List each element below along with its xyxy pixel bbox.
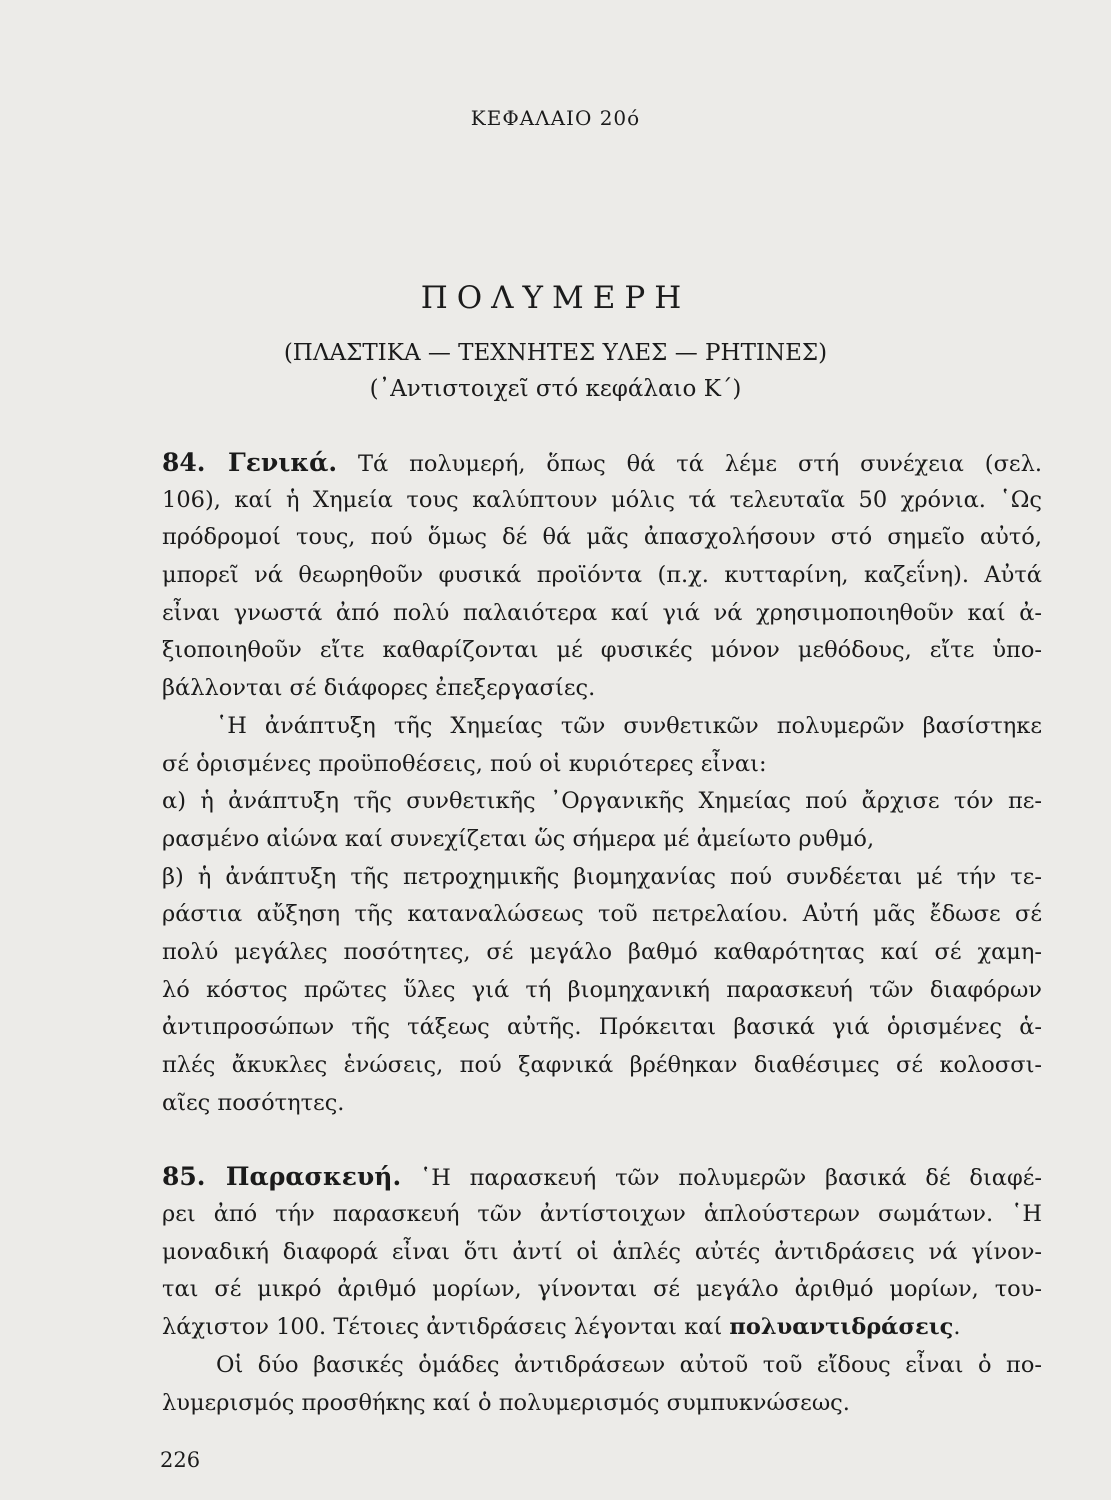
text-line: ρει ἀπό τήν παρασκευή τῶν ἀντίστοιχων ἁπλούστερων σωμάτων. ῾Η: [162, 1201, 1042, 1228]
list-item-b: β) ἡ ἀνάπτυξη τῆς πετροχημικῆς βιομηχανίας πού συνδέεται μέ τήν τε-: [162, 863, 1042, 890]
chapter-correspondence-note: (᾿Αντιστοιχεῖ στό κεφάλαιο Κ΄): [369, 376, 742, 402]
text-line: [162, 1309, 1042, 1347]
text-line: ται σέ μικρό ἀριθμό μορίων, γίνονται σέ μεγάλο ἀριθμό μορίων, του-: [162, 1276, 1042, 1303]
body-text: [162, 444, 1042, 1422]
text-line: αῖες ποσότητες.: [162, 1089, 345, 1116]
bold-term: πολυαντιδράσεις: [729, 1314, 954, 1341]
chapter-subtitle: (ΠΛΑΣΤΙΚΑ — ΤΕΧΝΗΤΕΣ ΥΛΕΣ — ΡΗΤΙΝΕΣ): [283, 340, 828, 366]
text-line: λό κόστος πρῶτες ὕλες γιά τή βιομηχανική παρασκευή τῶν διαφόρων: [162, 976, 1042, 1003]
page-number: 226: [160, 1448, 201, 1472]
text-line: 106), καί ἡ Χημεία τους καλύπτουν μόλις τά τελευταῖα 50 χρόνια. ῾Ως: [162, 486, 1042, 513]
section-84-heading: 84. Γενικά.: [162, 448, 338, 477]
text-line: πολύ μεγάλες ποσότητες, σέ μεγάλο βαθμό καθαρότητας καί σέ χαμη-: [162, 938, 1042, 965]
text-line: ῾Η παρασκευή τῶν πολυμερῶν βασικά δέ διαφέ-: [401, 1165, 1042, 1192]
text-line: ξιοποιηθοῦν εἴτε καθαρίζονται μέ φυσικές μόνον μεθόδους, εἴτε ὑπο-: [162, 637, 1042, 664]
text-line: λυμερισμός προσθήκης καί ὁ πολυμερισμός συμπυκνώσεως.: [162, 1389, 850, 1416]
section-84-first-line: [162, 444, 1042, 482]
text-line: εἶναι γνωστά ἀπό πολύ παλαιότερα καί γιά νά χρησιμοποιηθοῦν καί ἀ-: [162, 599, 1042, 626]
text-line: πλές ἄκυκλες ἑνώσεις, πού ξαφνικά βρέθηκαν διαθέσιμες σέ κολοσσι-: [162, 1052, 1042, 1078]
section-85-heading: 85. Παρασκευή.: [162, 1162, 402, 1192]
text-line: Οἱ δύο βασικές ὁμάδες ἀντιδράσεων αὐτοῦ τοῦ εἴδους εἶναι ὁ πο-: [216, 1351, 1042, 1378]
text-line: ράστια αὔξηση τῆς καταναλώσεως τοῦ πετρελαίου. Αὐτή μᾶς ἔδωσε σέ: [162, 901, 1042, 928]
text-line: ρασμένο αἰώνα καί συνεχίζεται ὥς σήμερα μέ ἀμείωτο ρυθμό,: [162, 825, 875, 852]
text-line: μπορεῖ νά θεωρηθοῦν φυσικά προϊόντα (π.χ. κυτταρίνη, καζεΐνη). Αὐτά: [162, 562, 1042, 589]
chapter-title: ΠΟΛΥΜΕΡΗ: [420, 280, 691, 316]
text-line: ῾Η ἀνάπτυξη τῆς Χημείας τῶν συνθετικῶν πολυμερῶν βασίστηκε: [216, 712, 1042, 739]
text-line: ἀντιπροσώπων τῆς τάξεως αὐτῆς. Πρόκειται βασικά γιά ὁρισμένες ἁ-: [162, 1014, 1042, 1041]
text-line: πρόδρομοί τους, πού ὅμως δέ θά μᾶς ἀπασχολήσουν στό σημεῖο αὐτό,: [162, 524, 1042, 551]
text-fragment: λάχιστον 100. Τέτοιες ἀντιδράσεις λέγονται καί: [162, 1314, 730, 1341]
text-line: μοναδική διαφορά εἶναι ὅτι ἀντί οἱ ἁπλές αὐτές ἀντιδράσεις νά γίνον-: [162, 1238, 1042, 1265]
list-item-a: α) ἡ ἀνάπτυξη τῆς συνθετικῆς ᾿Οργανικῆς Χημείας πού ἄρχισε τόν πε-: [162, 788, 1042, 815]
text-line: σέ ὁρισμένες προϋποθέσεις, πού οἱ κυριότερες εἶναι:: [162, 750, 767, 777]
text-fragment: .: [953, 1314, 961, 1341]
section-85-first-line: [162, 1158, 1042, 1196]
section-gap: [162, 1122, 1042, 1158]
running-head: ΚΕΦΑΛΑΙΟ 20ό: [470, 106, 641, 130]
text-line: βάλλονται σέ διάφορες ἐπεξεργασίες.: [162, 675, 596, 702]
text-line: Τά πολυμερή, ὅπως θά τά λέμε στή συνέχεια (σελ.: [337, 451, 1042, 477]
